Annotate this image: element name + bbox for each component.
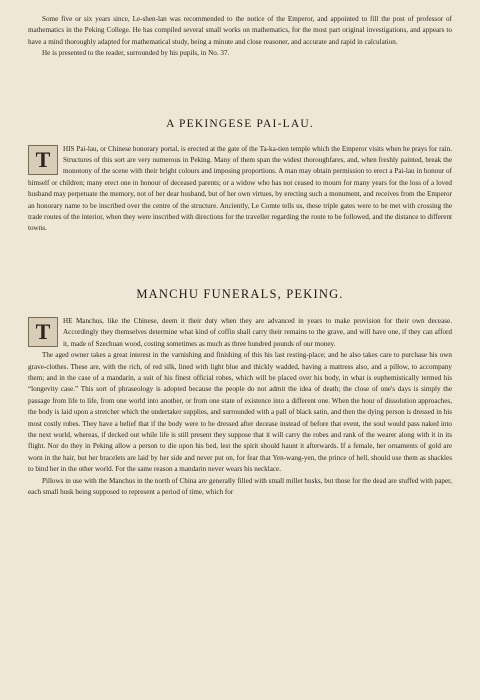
dropcap-ornament: T — [28, 317, 58, 347]
funerals-section — [28, 316, 452, 499]
funerals-paragraph-2: The aged owner takes a great interest in the varnishing and finishing of this his last resting-place; and he also takes care to purchase his own grave-clothes. These are, with the rich, of red silk, lined with light blue and thickly wadded, having a mattress also, and a pillow, to accompany them; and in the case of a mandarin, a suit of his finest official robes, which will be placed over his body, in what is euphemistically termed his “longevity case.” This sort of phraseology is adopted because the people do not admit the idea of death; the close of one's days is simply the passage from life to life, from one world into another, or from one state of existence into a different one. When the hour of dissolution approaches, the body is laid upon a stretcher which the undertaker supplies, and surrounded with a pall of black satin, and then the dying person is dressed in his most costly robes. They have a belief that if the body were to be dressed after decease instead of before that event, the soul would pass naked into the next world, whereas, if decked out while life is still present they suppose that it will carry the robes and rank of the wearer along with it in its flight. Nor do they in Peking allow a person to die upon his bed, lest the spirit should haunt it afterwards. If a female, her ornaments of gold are worn in the hair, but her bracelets are laid by her side and never put on, for fear that Yen-wang-yen, the prince of hell, should use them as shackles to bind her in the other world. For the same reason a mandarin never wears his necklace. — [28, 351, 452, 474]
section-title-pailau: A PEKINGESE PAI-LAU. — [166, 117, 314, 130]
funerals-paragraph-3: Pillows in use with the Manchus in the north of China are generally filled with small millet husks, but those for the dead are stuffed with paper, each small husk being supposed to represent a period of time, which for — [28, 476, 452, 496]
intro-reference: He is presented to the reader, surrounded by his pupils, in No. 37. — [42, 49, 230, 58]
pailau-paragraph: HIS Pai-lau, or Chinese honorary portal, is erected at the gate of the Ta-ka-tien temple which the Emperor visits when he prays for rain. Structures of this sort are very numerous in Peking. Many of them span the widest thoroughfares, and, when freshly painted, break the monotony of the scene with their bright colours and imposing proportions. A man may obtain permission to erect a Pai-lau in honour of himself or children; many erect one in honour of deceased parents; or a widow who has not ceased to mourn for many years for the loss of a loved husband may perpetuate the memory, not of her dear husband, but of her own virtues, by erecting such a monument, and receives from the Emperor an honorary name to be inscribed over the centre of the structure. Anciently, Le Comte tells us, these triple gates were to be met with crossing the trade routes of the interior, when they were inscribed with directions for the traveller regarding the route to be followed, and the distance to different towns. — [28, 144, 452, 233]
intro-paragraph: Some five or six years since, Le-shen-lan was recommended to the notice of the Emperor, and appointed to fill the post of professor of mathematics in the Peking College. He has compiled several small works on mathematics, for the most part original investigations, and appears to have a mind thoroughly adapted for mathematical study, being a minute and close reasoner, and accurate and rapid in calculation. — [28, 15, 452, 46]
dropcap-ornament: T — [28, 145, 58, 175]
section-title-funerals: MANCHU FUNERALS, PEKING. — [136, 286, 344, 301]
pailau-section — [28, 144, 452, 235]
funerals-paragraph-1: HE Manchus, like the Chinese, deem it their duty when they are advanced in years to make provision for their own decease. Accordingly they themselves determine what kind of coffin shall carry their remains to the grave, and will have one, if they can afford it, made of Szechuan wood, costing sometimes as much as three hundred pounds of our money. — [63, 316, 452, 348]
